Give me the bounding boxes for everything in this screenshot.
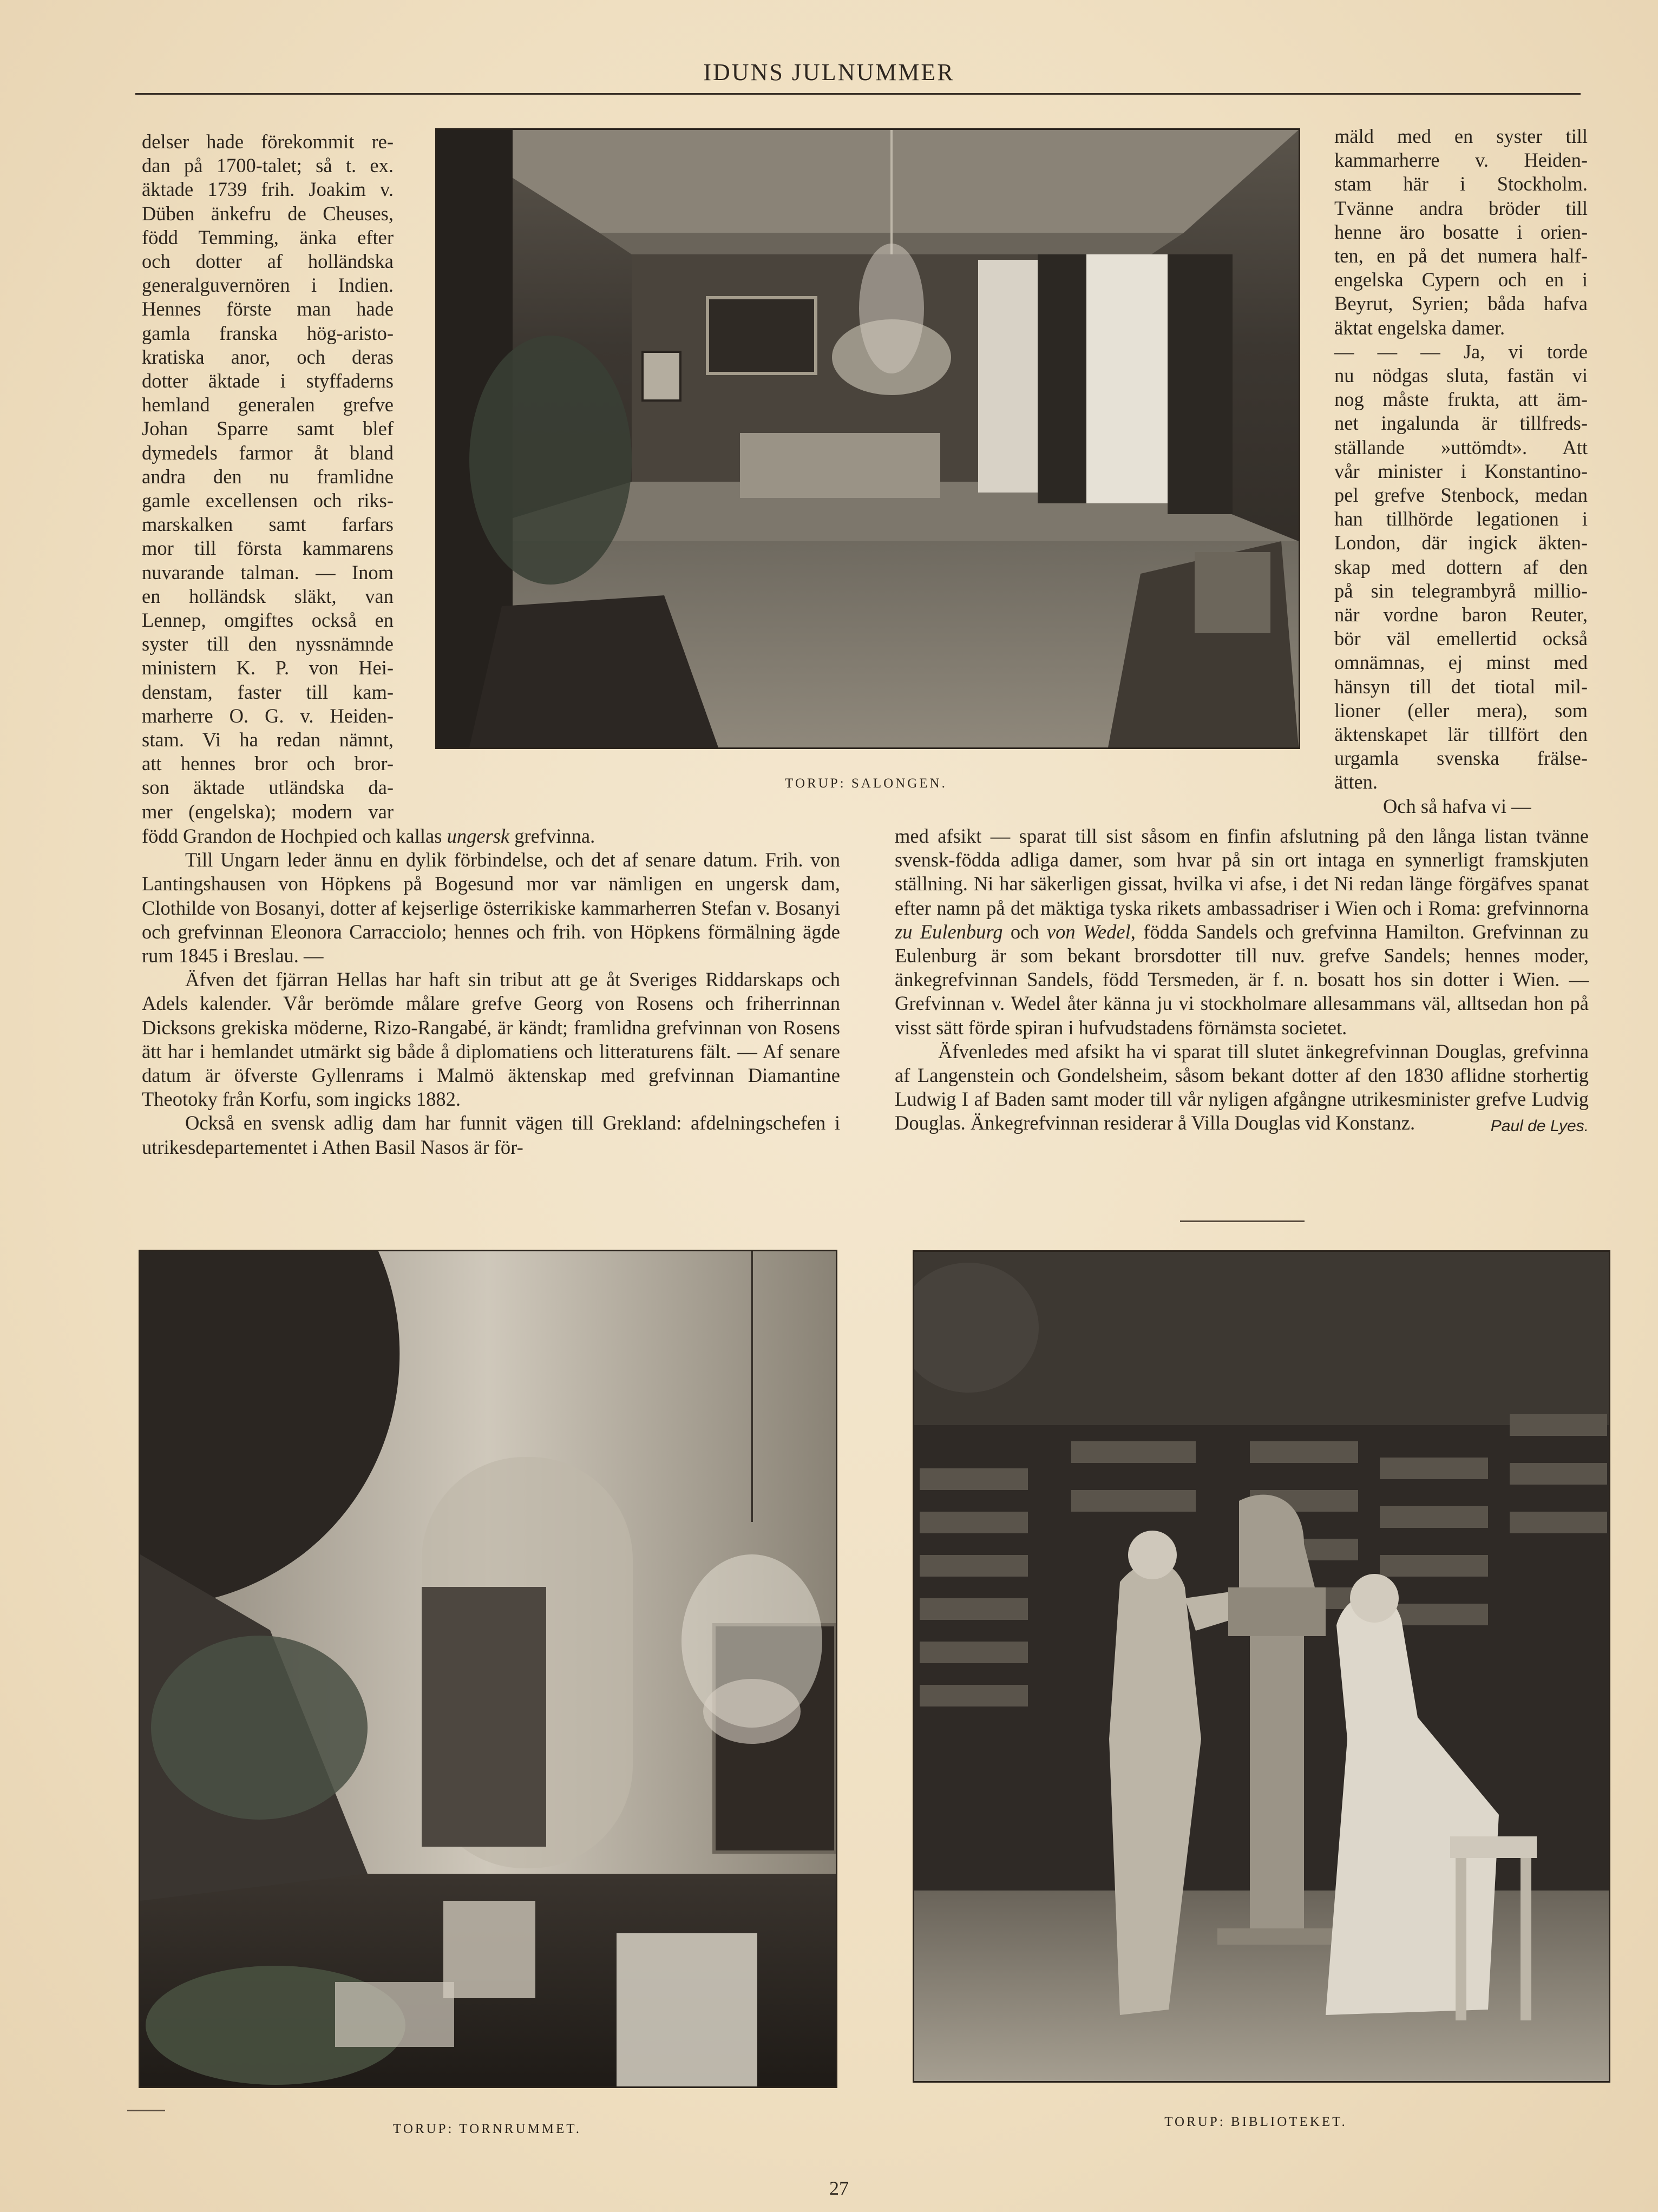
text-line: nuvarande talman. — Inom: [142, 561, 394, 583]
text-line: född Temming, änka efter: [142, 226, 394, 248]
text-line: syster till den nyssnämnde: [142, 633, 394, 655]
paragraph-ungarn: Till Ungarn leder ännu en dylik förbindelse, och det af senare datum. Frih. von Lantingshausen von Höpkens på Bogesund mor var nämligen en ungersk dam, Clothilde von Bosanyi, dotter af kejserlige österrikiske kammarherren Stefan v. Bosanyi och grefvinnan Eleonora Carracciolo; hennes och frih. von Höpkens förmälning ägde rum 1845 i Breslau. —: [142, 849, 840, 967]
text-line: nu nödgas sluta, fastän vi: [1334, 364, 1588, 387]
text-line: bör väl emellertid också: [1334, 627, 1588, 650]
text-line: på sin telegrambyrå millio-: [1334, 579, 1588, 602]
text-line: dotter äktade i styffaderns: [142, 370, 394, 392]
photo-salongen-image: [437, 130, 1299, 747]
text-line: engelska Cypern och en i: [1334, 268, 1588, 291]
paragraph-hellas: Äfven det fjärran Hellas har haft sin tribut att ge åt Sveriges Riddarskaps och Adels kalender. Vår berömde målare grefve Georg von Rosens och friherrinnan Dicksons grekiska möderne, Rizo-Rangabé, är kändt; framlidna grefvinnan von Rosens ätt har i hemlandet utmärkt sig både å diplomatiens och litteraturens fält. — Af senare datum är öfverste Gyllenrams i Malmö äktenskap med grefvinnan Diamantine Theotoky från Korfu, som ingicks 1882.: [142, 968, 840, 1111]
text-line: — — — Ja, vi torde: [1334, 340, 1588, 363]
text-line: mäld med en syster till: [1334, 125, 1588, 147]
text-line: ten, en på det numera half-: [1334, 245, 1588, 267]
text-line: Beyrut, Syrien; båda hafva: [1334, 292, 1588, 315]
left-continuation-first-line: född Grandon de Hochpied och kallas ungersk grefvinna.: [142, 825, 595, 847]
text-line: stam. Vi ha redan nämnt,: [142, 728, 394, 751]
text-line: nog måste frukta, att äm-: [1334, 388, 1588, 411]
text-line: ministern K. P. von Hei-: [142, 657, 394, 679]
text-line: dymedels farmor åt bland: [142, 441, 394, 464]
text-line: Tvänne andra bröder till: [1334, 196, 1588, 219]
text-line: henne äro bosatte i orien-: [1334, 220, 1588, 243]
text-line: äktade 1739 frih. Joakim v.: [142, 178, 394, 201]
text-line: marskalken samt farfars: [142, 513, 394, 536]
left-narrow-column: [142, 130, 394, 824]
closing-rule: [1180, 1220, 1305, 1222]
text-line: och dotter af holländska: [142, 250, 394, 273]
text-line: att hennes bror och bror-: [142, 752, 394, 775]
text-line: gamla franska hög-aristo-: [142, 321, 394, 344]
photo-biblioteket: [913, 1250, 1610, 2083]
text-line: mer (engelska); modern var: [142, 800, 394, 823]
text-line: Hennes förste man hade: [142, 298, 394, 320]
paragraph-afsikt: med afsikt — sparat till sist såsom en finfin afslutning på den långa listan tvänne svensk-födda adliga damer, som hvar på sin ort intaga en synnerligt framskjuten ställning. Ni har säkerligen gissat, hvilka vi afse, i det Ni redan länge förgäfves spanat efter namn på det mäktiga tyska rikets ambassadriser i Wien och i Roma: grefvinnorna zu Eulenburg och von Wedel, födda Sandels och grefvinna Hamilton. Grefvinnan zu Eulenburg är som bekant brorsdotter till nuv. grefve Sandels; hennes moder, änkegrefvinnan Sandels, född Tersmeden, är f. n. bosatt hos sin dotter i Wien. — Grefvinnan v. Wedel åter känna ju vi stockholmare allesammans väl, alltsedan hon på visst sätt förde spiran i hufvudstadens förnämsta societet.: [895, 825, 1589, 1039]
text-line: vår minister i Konstantino-: [1334, 460, 1588, 482]
text-line: pel grefve Stenbock, medan: [1334, 484, 1588, 507]
text-line: kratiska anor, och deras: [142, 345, 394, 368]
photo-salongen: [435, 128, 1300, 749]
text-line: marherre O. G. v. Heiden-: [142, 704, 394, 727]
text-line: omnämnas, ej minst med: [1334, 651, 1588, 674]
text-line: Och så hafva vi —: [1383, 795, 1531, 817]
paragraph-douglas: Äfvenledes med afsikt ha vi sparat till slutet änkegrefvinnan Douglas, grefvinna af Langenstein och Gondelsheim, såsom bekant dotter af den 1830 aflidne storhertig Ludwig I af Baden samt moder till vår nyligen afgångne utrikesminister grefve Ludvig Douglas. Änkegrefvinnan residerar å Villa Douglas vid Konstanz. Paul de Lyes.: [895, 1040, 1589, 1135]
text-line: gamle excellensen och riks-: [142, 489, 394, 512]
text-line: denstam, faster till kam-: [142, 680, 394, 703]
text-line: äktat engelska damer.: [1334, 316, 1505, 339]
paper-mark: [127, 2110, 165, 2111]
author-signature: Paul de Lyes.: [1490, 1117, 1589, 1135]
text-line: generalguvernören i Indien.: [142, 274, 394, 297]
text-line: son äktade utländska da-: [142, 776, 394, 799]
text-line: hemland generalen grefve: [142, 393, 394, 416]
photo-tornrummet-image: [140, 1251, 836, 2086]
text-line: Lennep, omgiftes också en: [142, 609, 394, 632]
page-number: 27: [829, 2177, 849, 2199]
text-line: ätten.: [1334, 771, 1378, 793]
text-line: delser hade förekommit re-: [142, 130, 394, 153]
caption-biblioteket: TORUP: BIBLIOTEKET.: [1164, 2115, 1347, 2129]
text-line: en holländsk släkt, van: [142, 585, 394, 607]
paragraph-grekland: Också en svensk adlig dam har funnit vägen till Grekland: afdelningschefen i utrikesdepartementet i Athen Basil Nasos är för-: [142, 1112, 840, 1158]
photo-biblioteket-image: [914, 1252, 1609, 2081]
text-line: dan på 1700-talet; så t. ex.: [142, 154, 394, 177]
text-line: när vordne baron Reuter,: [1334, 603, 1588, 626]
text-line: andra den nu framlidne: [142, 465, 394, 488]
left-continuation: [142, 824, 840, 1159]
caption-tornrummet: TORUP: TORNRUMMET.: [393, 2122, 581, 2136]
text-line: mor till första kammarens: [142, 537, 394, 560]
right-narrow-column: [1334, 124, 1588, 818]
text-line: ställande »uttömdt». Att: [1334, 436, 1588, 458]
text-line: net ingalunda är tillfreds-: [1334, 412, 1588, 435]
header-rule: [135, 93, 1581, 95]
text-line: hänsyn till det tiotal mil-: [1334, 675, 1588, 698]
text-line: kammarherre v. Heiden-: [1334, 149, 1588, 172]
text-line: urgamla svenska frälse-: [1334, 747, 1588, 770]
text-line: Düben änkefru de Cheuses,: [142, 202, 394, 225]
right-continuation: [895, 824, 1589, 1139]
text-line: lioner (eller mera), som: [1334, 699, 1588, 721]
text-line: han tillhörde legationen i: [1334, 508, 1588, 530]
text-line: London, där ingick äkten-: [1334, 531, 1588, 554]
text-line: skap med dottern af den: [1334, 555, 1588, 578]
caption-salongen: TORUP: SALONGEN.: [785, 776, 947, 791]
photo-tornrummet: [139, 1250, 837, 2088]
text-line: Johan Sparre samt blef: [142, 417, 394, 440]
text-line: stam här i Stockholm.: [1334, 173, 1588, 195]
text-line: äktenskapet lär tillfört den: [1334, 723, 1588, 746]
running-header: IDUNS JULNUMMER: [703, 59, 955, 86]
